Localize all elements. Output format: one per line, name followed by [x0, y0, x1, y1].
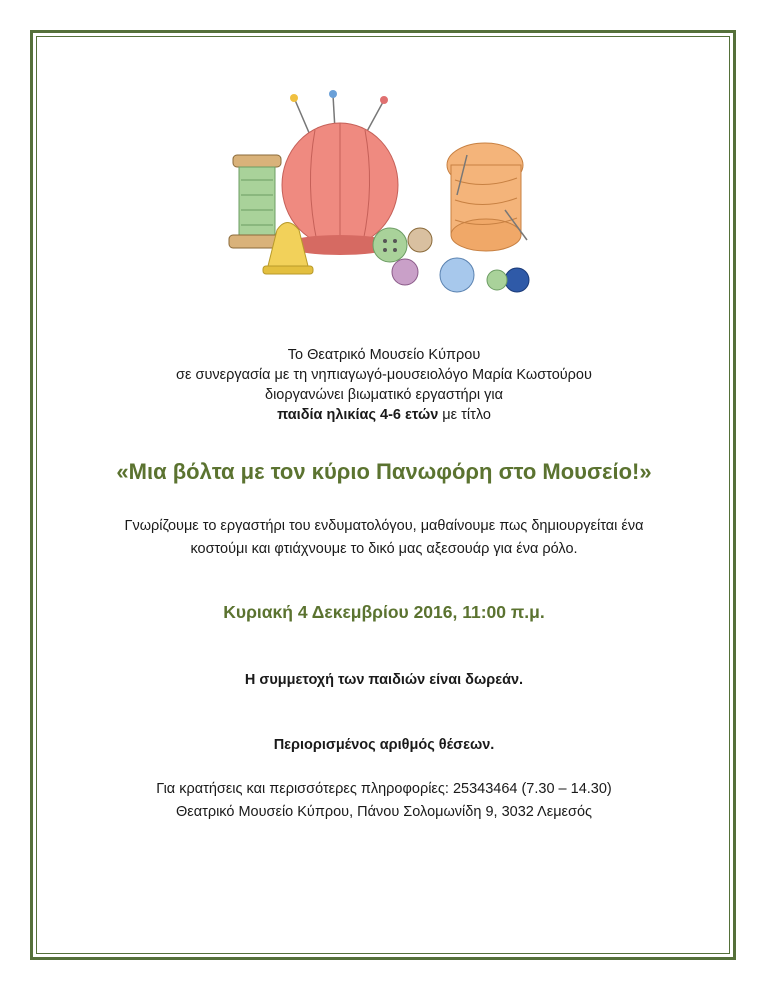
workshop-description [40, 515, 728, 561]
free-participation-note: Η συμμετοχή των παιδιών είναι δωρεάν. [244, 672, 524, 688]
yarn-ball-icon [447, 143, 527, 251]
sewing-illustration [205, 90, 550, 305]
contact-line-1: Για κρατήσεις και περισσότερες πληροφορίες: 25343464 (7.30 – 14.30) [156, 781, 612, 797]
description-line-1: Γνωρίζουμε το εργαστήρι του ενδυματολόγου, μαθαίνουμε πως δημιουργείται ένα [124, 518, 644, 534]
intro-text [40, 345, 728, 425]
intro-line-1: Το Θεατρικό Μουσείο Κύπρου [287, 347, 481, 363]
intro-line-3: διοργανώνει βιωματικό εργαστήρι για [265, 387, 503, 403]
limited-seats-note: Περιορισμένος αριθμός θέσεων. [273, 737, 495, 753]
contact-line-2: Θεατρικό Μουσείο Κύπρου, Πάνου Σολομωνίδη 9, 3032 Λεμεσός [175, 804, 593, 820]
intro-line-4 [40, 405, 728, 425]
contact-info [40, 778, 728, 824]
age-group: παιδία ηλικίας 4-6 ετών [277, 407, 439, 423]
intro-line-2: σε συνεργασία με τη νηπιαγωγό-μουσειολόγο Μαρία Κωστούρου [176, 367, 592, 383]
description-line-2: κοστούμι και φτιάχνουμε το δικό μας αξεσουάρ για ένα ρόλο. [190, 541, 578, 557]
intro-line-4-rest: με τίτλο [438, 407, 491, 423]
workshop-title: «Μια βόλτα με τον κύριο Πανωφόρη στο Μουσείο!» [116, 459, 652, 484]
event-date: Κυριακή 4 Δεκεμβρίου 2016, 11:00 π.μ. [223, 602, 545, 622]
